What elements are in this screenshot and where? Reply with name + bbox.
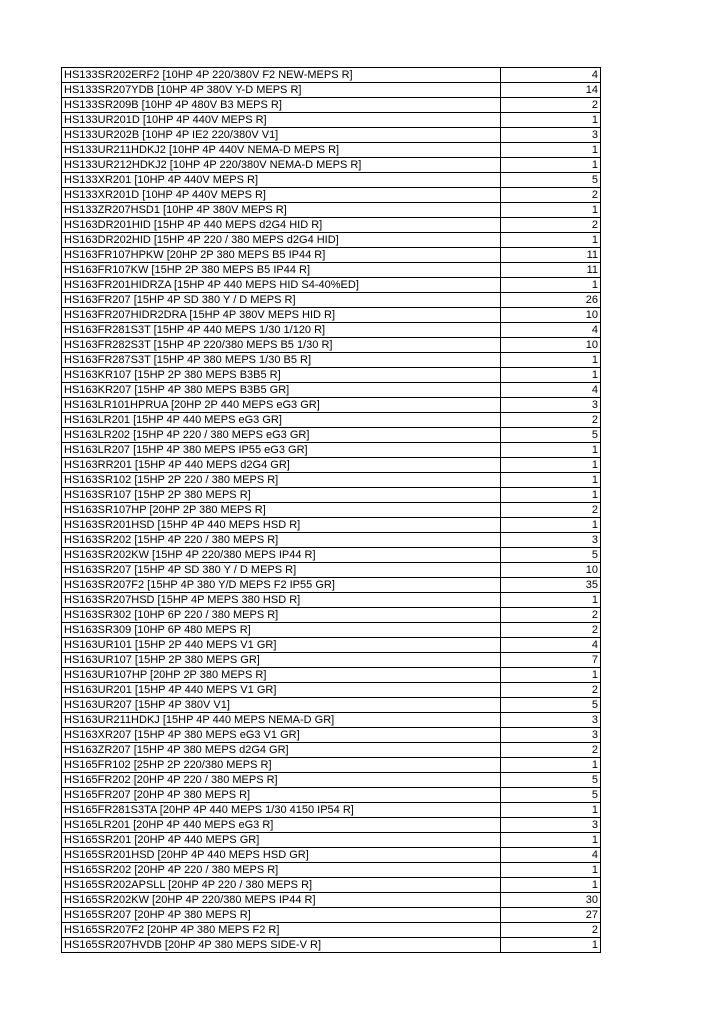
table-row [62, 158, 601, 173]
item-quantity-cell: 2 [501, 188, 601, 203]
table-row [62, 308, 601, 323]
item-description-cell: HS165SR207HVDB [20HP 4P 380 MEPS SIDE-V R] [62, 938, 501, 953]
table-row [62, 83, 601, 98]
item-description-cell: HS163LR202 [15HP 4P 220 / 380 MEPS eG3 GR] [62, 428, 501, 443]
item-quantity-cell: 10 [501, 308, 601, 323]
item-quantity-cell: 4 [501, 323, 601, 338]
table-row [62, 293, 601, 308]
item-description-cell: HS133UR212HDKJ2 [10HP 4P 220/380V NEMA-D MEPS R] [62, 158, 501, 173]
table-row [62, 653, 601, 668]
item-quantity-cell: 1 [501, 878, 601, 893]
table-row [62, 773, 601, 788]
item-quantity-cell: 1 [501, 758, 601, 773]
item-quantity-cell: 1 [501, 443, 601, 458]
item-description-cell: HS163UR107HP [20HP 2P 380 MEPS R] [62, 668, 501, 683]
item-description-cell: HS163SR107HP [20HP 2P 380 MEPS R] [62, 503, 501, 518]
table-row [62, 428, 601, 443]
item-description-cell: HS163KR207 [15HP 4P 380 MEPS B3B5 GR] [62, 383, 501, 398]
item-quantity-cell: 3 [501, 713, 601, 728]
item-quantity-cell: 2 [501, 743, 601, 758]
item-quantity-cell: 14 [501, 83, 601, 98]
item-quantity-cell: 1 [501, 938, 601, 953]
table-row [62, 473, 601, 488]
item-quantity-cell: 1 [501, 593, 601, 608]
item-description-cell: HS165LR201 [20HP 4P 440 MEPS eG3 R] [62, 818, 501, 833]
table-row [62, 608, 601, 623]
table-row [62, 113, 601, 128]
item-description-cell: HS163FR107KW [15HP 2P 380 MEPS B5 IP44 R] [62, 263, 501, 278]
item-quantity-cell: 3 [501, 533, 601, 548]
item-quantity-cell: 4 [501, 68, 601, 83]
table-row [62, 338, 601, 353]
item-description-cell: HS163FR281S3T [15HP 4P 440 MEPS 1/30 1/120 R] [62, 323, 501, 338]
item-description-cell: HS163FR207 [15HP 4P SD 380 Y / D MEPS R] [62, 293, 501, 308]
item-quantity-cell: 4 [501, 638, 601, 653]
item-description-cell: HS133UR201D [10HP 4P 440V MEPS R] [62, 113, 501, 128]
item-description-cell: HS163UR101 [15HP 2P 440 MEPS V1 GR] [62, 638, 501, 653]
item-description-cell: HS133SR209B [10HP 4P 480V B3 MEPS R] [62, 98, 501, 113]
item-quantity-cell: 35 [501, 578, 601, 593]
table-row [62, 698, 601, 713]
item-description-cell: HS163DR201HID [15HP 4P 440 MEPS d2G4 HID R] [62, 218, 501, 233]
table-row [62, 143, 601, 158]
item-description-cell: HS163SR207F2 [15HP 4P 380 Y/D MEPS F2 IP55 GR] [62, 578, 501, 593]
item-description-cell: HS163FR282S3T [15HP 4P 220/380 MEPS B5 1/30 R] [62, 338, 501, 353]
item-quantity-cell: 2 [501, 608, 601, 623]
item-description-cell: HS163SR207 [15HP 4P SD 380 Y / D MEPS R] [62, 563, 501, 578]
item-quantity-cell: 11 [501, 263, 601, 278]
item-quantity-cell: 7 [501, 653, 601, 668]
item-description-cell: HS165FR102 [25HP 2P 220/380 MEPS R] [62, 758, 501, 773]
table-row [62, 743, 601, 758]
item-quantity-cell: 1 [501, 203, 601, 218]
item-description-cell: HS133SR202ERF2 [10HP 4P 220/380V F2 NEW-MEPS R] [62, 68, 501, 83]
item-quantity-cell: 1 [501, 233, 601, 248]
table-row [62, 503, 601, 518]
table-row [62, 218, 601, 233]
table-row [62, 458, 601, 473]
item-quantity-cell: 3 [501, 728, 601, 743]
table-row [62, 623, 601, 638]
table-row [62, 848, 601, 863]
item-description-cell: HS165SR201HSD [20HP 4P 440 MEPS HSD GR] [62, 848, 501, 863]
table-row [62, 353, 601, 368]
table-row [62, 203, 601, 218]
table-row [62, 128, 601, 143]
item-description-cell: HS163UR211HDKJ [15HP 4P 440 MEPS NEMA-D GR] [62, 713, 501, 728]
item-description-cell: HS163ZR207 [15HP 4P 380 MEPS d2G4 GR] [62, 743, 501, 758]
table-row [62, 518, 601, 533]
item-quantity-cell: 5 [501, 173, 601, 188]
item-quantity-cell: 4 [501, 383, 601, 398]
item-quantity-cell: 26 [501, 293, 601, 308]
table-row [62, 443, 601, 458]
table-row [62, 938, 601, 953]
item-description-cell: HS163SR107 [15HP 2P 380 MEPS R] [62, 488, 501, 503]
item-quantity-cell: 1 [501, 353, 601, 368]
item-quantity-cell: 3 [501, 818, 601, 833]
table-row [62, 233, 601, 248]
item-quantity-cell: 2 [501, 98, 601, 113]
table-row [62, 593, 601, 608]
item-quantity-cell: 1 [501, 833, 601, 848]
table-row [62, 833, 601, 848]
item-description-cell: HS165SR207 [20HP 4P 380 MEPS R] [62, 908, 501, 923]
table-row [62, 758, 601, 773]
table-row [62, 488, 601, 503]
item-description-cell: HS133SR207YDB [10HP 4P 380V Y-D MEPS R] [62, 83, 501, 98]
item-quantity-cell: 1 [501, 368, 601, 383]
item-quantity-cell: 2 [501, 218, 601, 233]
item-quantity-cell: 5 [501, 788, 601, 803]
item-quantity-cell: 3 [501, 398, 601, 413]
table-row [62, 413, 601, 428]
table-row [62, 713, 601, 728]
item-description-cell: HS163SR102 [15HP 2P 220 / 380 MEPS R] [62, 473, 501, 488]
item-description-cell: HS165FR207 [20HP 4P 380 MEPS R] [62, 788, 501, 803]
table-row [62, 803, 601, 818]
item-quantity-cell: 5 [501, 548, 601, 563]
inventory-table [61, 67, 601, 953]
item-quantity-cell: 2 [501, 683, 601, 698]
table-row [62, 563, 601, 578]
item-quantity-cell: 1 [501, 473, 601, 488]
table-row [62, 578, 601, 593]
item-description-cell: HS163LR101HPRUA [20HP 2P 440 MEPS eG3 GR] [62, 398, 501, 413]
item-description-cell: HS165FR281S3TA [20HP 4P 440 MEPS 1/30 4150 IP54 R] [62, 803, 501, 818]
table-row [62, 548, 601, 563]
item-quantity-cell: 5 [501, 428, 601, 443]
table-row [62, 188, 601, 203]
item-quantity-cell: 5 [501, 698, 601, 713]
inventory-table-body [62, 68, 601, 953]
table-row [62, 728, 601, 743]
item-quantity-cell: 1 [501, 278, 601, 293]
item-description-cell: HS165SR202KW [20HP 4P 220/380 MEPS IP44 R] [62, 893, 501, 908]
item-quantity-cell: 10 [501, 338, 601, 353]
table-row [62, 173, 601, 188]
item-quantity-cell: 2 [501, 503, 601, 518]
item-description-cell: HS165FR202 [20HP 4P 220 / 380 MEPS R] [62, 773, 501, 788]
item-description-cell: HS163SR202KW [15HP 4P 220/380 MEPS IP44 R] [62, 548, 501, 563]
item-quantity-cell: 1 [501, 458, 601, 473]
table-row [62, 863, 601, 878]
table-row [62, 398, 601, 413]
table-row [62, 263, 601, 278]
item-description-cell: HS163SR202 [15HP 4P 220 / 380 MEPS R] [62, 533, 501, 548]
item-description-cell: HS163SR201HSD [15HP 4P 440 MEPS HSD R] [62, 518, 501, 533]
table-row [62, 668, 601, 683]
item-description-cell: HS163DR202HID [15HP 4P 220 / 380 MEPS d2G4 HID] [62, 233, 501, 248]
item-description-cell: HS165SR207F2 [20HP 4P 380 MEPS F2 R] [62, 923, 501, 938]
table-row [62, 278, 601, 293]
item-description-cell: HS133XR201D [10HP 4P 440V MEPS R] [62, 188, 501, 203]
item-quantity-cell: 2 [501, 923, 601, 938]
table-row [62, 383, 601, 398]
item-description-cell: HS163FR201HIDRZA [15HP 4P 440 MEPS HID S4-40%ED] [62, 278, 501, 293]
item-quantity-cell: 11 [501, 248, 601, 263]
item-description-cell: HS163SR207HSD [15HP 4P MEPS 380 HSD R] [62, 593, 501, 608]
item-quantity-cell: 2 [501, 413, 601, 428]
table-row [62, 248, 601, 263]
item-description-cell: HS163SR302 [10HP 6P 220 / 380 MEPS R] [62, 608, 501, 623]
item-quantity-cell: 1 [501, 158, 601, 173]
item-description-cell: HS133XR201 [10HP 4P 440V MEPS R] [62, 173, 501, 188]
item-description-cell: HS163LR201 [15HP 4P 440 MEPS eG3 GR] [62, 413, 501, 428]
item-description-cell: HS165SR201 [20HP 4P 440 MEPS GR] [62, 833, 501, 848]
item-description-cell: HS163SR309 [10HP 6P 480 MEPS R] [62, 623, 501, 638]
item-quantity-cell: 1 [501, 668, 601, 683]
item-quantity-cell: 1 [501, 113, 601, 128]
table-row [62, 68, 601, 83]
table-row [62, 98, 601, 113]
item-description-cell: HS163KR107 [15HP 2P 380 MEPS B3B5 R] [62, 368, 501, 383]
table-row [62, 368, 601, 383]
item-description-cell: HS163RR201 [15HP 4P 440 MEPS d2G4 GR] [62, 458, 501, 473]
table-row [62, 818, 601, 833]
item-description-cell: HS163UR207 [15HP 4P 380V V1] [62, 698, 501, 713]
item-description-cell: HS133UR211HDKJ2 [10HP 4P 440V NEMA-D MEPS R] [62, 143, 501, 158]
table-row [62, 683, 601, 698]
item-quantity-cell: 2 [501, 623, 601, 638]
item-description-cell: HS163FR207HIDR2DRA [15HP 4P 380V MEPS HID R] [62, 308, 501, 323]
item-description-cell: HS163UR107 [15HP 2P 380 MEPS GR] [62, 653, 501, 668]
item-quantity-cell: 3 [501, 128, 601, 143]
item-quantity-cell: 5 [501, 773, 601, 788]
table-row [62, 788, 601, 803]
item-description-cell: HS165SR202 [20HP 4P 220 / 380 MEPS R] [62, 863, 501, 878]
item-quantity-cell: 10 [501, 563, 601, 578]
table-row [62, 878, 601, 893]
item-quantity-cell: 1 [501, 863, 601, 878]
item-description-cell: HS163FR287S3T [15HP 4P 380 MEPS 1/30 B5 R] [62, 353, 501, 368]
table-row [62, 893, 601, 908]
item-quantity-cell: 27 [501, 908, 601, 923]
item-description-cell: HS133ZR207HSD1 [10HP 4P 380V MEPS R] [62, 203, 501, 218]
table-row [62, 323, 601, 338]
item-quantity-cell: 30 [501, 893, 601, 908]
table-row [62, 638, 601, 653]
table-row [62, 533, 601, 548]
item-description-cell: HS163XR207 [15HP 4P 380 MEPS eG3 V1 GR] [62, 728, 501, 743]
item-quantity-cell: 1 [501, 488, 601, 503]
item-description-cell: HS165SR202APSLL [20HP 4P 220 / 380 MEPS R] [62, 878, 501, 893]
item-quantity-cell: 4 [501, 848, 601, 863]
item-description-cell: HS163FR107HPKW [20HP 2P 380 MEPS B5 IP44 R] [62, 248, 501, 263]
table-row [62, 923, 601, 938]
item-description-cell: HS163LR207 [15HP 4P 380 MEPS IP55 eG3 GR] [62, 443, 501, 458]
item-quantity-cell: 1 [501, 518, 601, 533]
item-description-cell: HS133UR202B [10HP 4P IE2 220/380V V1] [62, 128, 501, 143]
item-description-cell: HS163UR201 [15HP 4P 440 MEPS V1 GR] [62, 683, 501, 698]
item-quantity-cell: 1 [501, 143, 601, 158]
table-row [62, 908, 601, 923]
item-quantity-cell: 1 [501, 803, 601, 818]
